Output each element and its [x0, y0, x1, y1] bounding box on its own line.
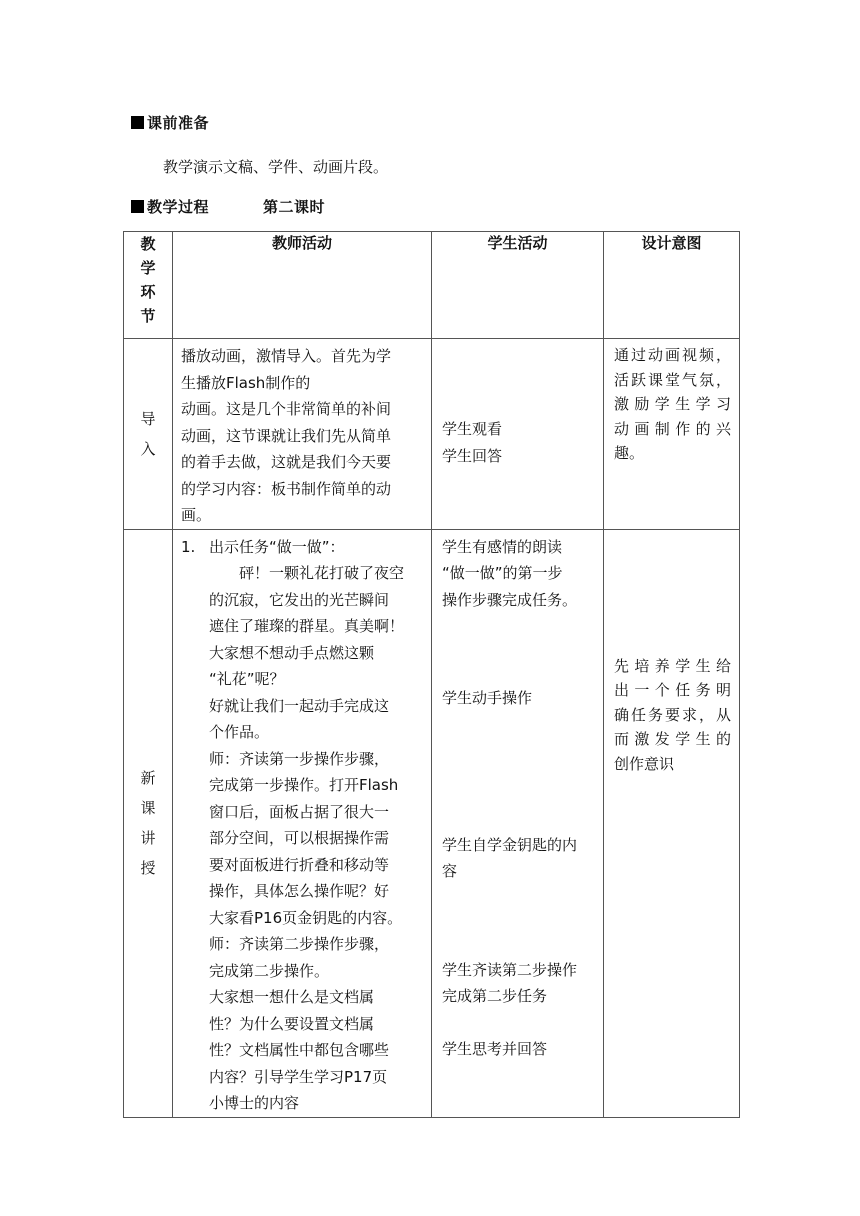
student-activity-block	[442, 832, 597, 885]
teacher-text-line: 窗口后，面板占据了很大一	[209, 802, 390, 821]
square-bullet-icon	[131, 200, 144, 213]
teacher-text-line: 遮住了璀璨的群星。真美啊！	[209, 617, 405, 635]
teacher-text-line: 师：齐读第一步操作步骤，	[209, 749, 390, 768]
student-text-line: 学生思考并回答	[442, 1039, 548, 1058]
design-text-line: 通过动画视频，	[614, 346, 731, 364]
process-subtitle: 第二课时	[263, 198, 326, 216]
prep-heading	[131, 112, 209, 133]
teacher-text-line: 小博士的内容	[209, 1094, 300, 1112]
design-text-line: 活跃课堂气氛，	[614, 370, 731, 389]
teacher-text-line: 生播放Flash制作的	[181, 373, 311, 392]
student-activity-block	[442, 685, 597, 712]
design-cell-new	[604, 529, 740, 1117]
stage-char: 学	[140, 259, 156, 277]
student-text-line: 学生有感情的朗读	[442, 537, 563, 556]
stage-char: 讲	[140, 829, 156, 847]
process-title: 教学过程	[147, 198, 210, 216]
design-text-line: 创作意识	[614, 754, 675, 773]
teacher-text-line	[181, 534, 424, 561]
student-activity-block	[442, 1036, 597, 1063]
teacher-text-line: 的学习内容：板书制作简单的动	[181, 479, 392, 498]
teacher-text-line: 画。	[181, 506, 212, 524]
student-text-line: 学生回答	[442, 446, 503, 465]
stage-char: 环	[140, 283, 156, 301]
header-stage	[124, 232, 173, 339]
stage-char: 授	[140, 859, 156, 877]
teacher-text-line: 的沉寂，它发出的光芒瞬间	[209, 590, 390, 609]
design-text-line: 趣。	[614, 444, 645, 462]
teacher-cell-intro	[173, 339, 432, 530]
lesson-table	[123, 231, 740, 1118]
teacher-text-line: 完成第二步操作。	[209, 961, 330, 980]
header-teacher: 教师活动	[173, 232, 432, 339]
table-row	[124, 529, 740, 1117]
header-student: 学生活动	[432, 232, 604, 339]
teacher-text-line: 砰！一颗礼花打破了夜空	[239, 564, 405, 582]
design-text-line: 而激发学生的	[614, 730, 731, 748]
student-text-line: 完成第二步任务	[442, 987, 548, 1005]
table-header-row	[124, 232, 740, 339]
student-text-line: 学生观看	[442, 420, 503, 438]
student-text-line: “做一做”的第一步	[442, 564, 563, 582]
stage-char: 教	[140, 235, 156, 253]
teacher-text-line: 师：齐读第二步操作步骤，	[209, 935, 390, 953]
prep-title: 课前准备	[147, 114, 210, 132]
teacher-cell-new	[173, 529, 432, 1117]
student-text-line: 容	[442, 862, 458, 880]
teacher-text-line: 部分空间，可以根据操作需	[209, 829, 390, 847]
student-activity-block	[442, 534, 597, 614]
teacher-text-line: 大家看P16页金钥匙的内容。	[209, 908, 403, 927]
teacher-text-line: 的着手去做，这就是我们今天要	[181, 453, 392, 471]
teacher-text-line: 要对面板进行折叠和移动等	[209, 855, 390, 874]
stage-char: 课	[140, 799, 156, 817]
teacher-text-line: 好就让我们一起动手完成这	[209, 696, 390, 715]
student-text-line: 学生动手操作	[442, 689, 533, 707]
student-text-line: 学生自学金钥匙的内	[442, 835, 578, 854]
student-cell-intro	[432, 339, 604, 530]
teacher-text-line: 性？为什么要设置文档属	[209, 1014, 375, 1033]
header-design: 设计意图	[604, 232, 740, 339]
task-number: 1.	[181, 537, 196, 556]
teacher-text-line: 动画，这节课就让我们先从简单	[181, 426, 392, 445]
teacher-text-line: 完成第一步操作。打开Flash	[209, 776, 399, 794]
teacher-text-line: 大家想不想动手点燃这颗	[209, 643, 375, 662]
teacher-text-line: “礼花”呢？	[209, 670, 285, 688]
stage-char: 新	[140, 769, 156, 787]
teacher-text-line: 操作，具体怎么操作呢？好	[209, 882, 390, 900]
design-text-line: 先培养学生给	[614, 656, 731, 675]
table-row	[124, 339, 740, 530]
teacher-text-line: 大家想一想什么是文档属	[209, 988, 375, 1006]
stage-cell-new	[124, 529, 173, 1117]
student-text-line: 学生齐读第二步操作	[442, 960, 578, 979]
student-cell-new	[432, 529, 604, 1117]
square-bullet-icon	[131, 116, 144, 129]
student-text-line: 操作步骤完成任务。	[442, 590, 578, 609]
teacher-text-line: 性？文档属性中都包含哪些	[209, 1041, 390, 1059]
stage-cell-intro	[124, 339, 173, 530]
student-activity-block	[442, 957, 597, 1010]
design-cell-intro	[604, 339, 740, 530]
teacher-text-line: 内容？引导学生学习P17页	[209, 1067, 388, 1086]
prep-text: 教学演示文稿、学件、动画片段。	[163, 158, 389, 176]
stage-char: 节	[140, 307, 156, 325]
stage-char: 入	[140, 439, 156, 458]
teacher-text-line: 个作品。	[209, 723, 270, 741]
process-heading	[131, 196, 325, 217]
design-text-line: 动画制作的兴	[614, 419, 731, 438]
design-text-line: 激励学生学习	[614, 395, 731, 413]
design-text-line: 确任务要求，从	[614, 705, 731, 724]
design-text-line: 出一个任务明	[614, 681, 731, 699]
teacher-text-line: 动画。这是几个非常简单的补间	[181, 400, 392, 418]
stage-char: 导	[140, 409, 156, 428]
teacher-text-line: 播放动画，激情导入。首先为学	[181, 347, 392, 365]
task-title: 出示任务“做一做”：	[209, 537, 345, 556]
